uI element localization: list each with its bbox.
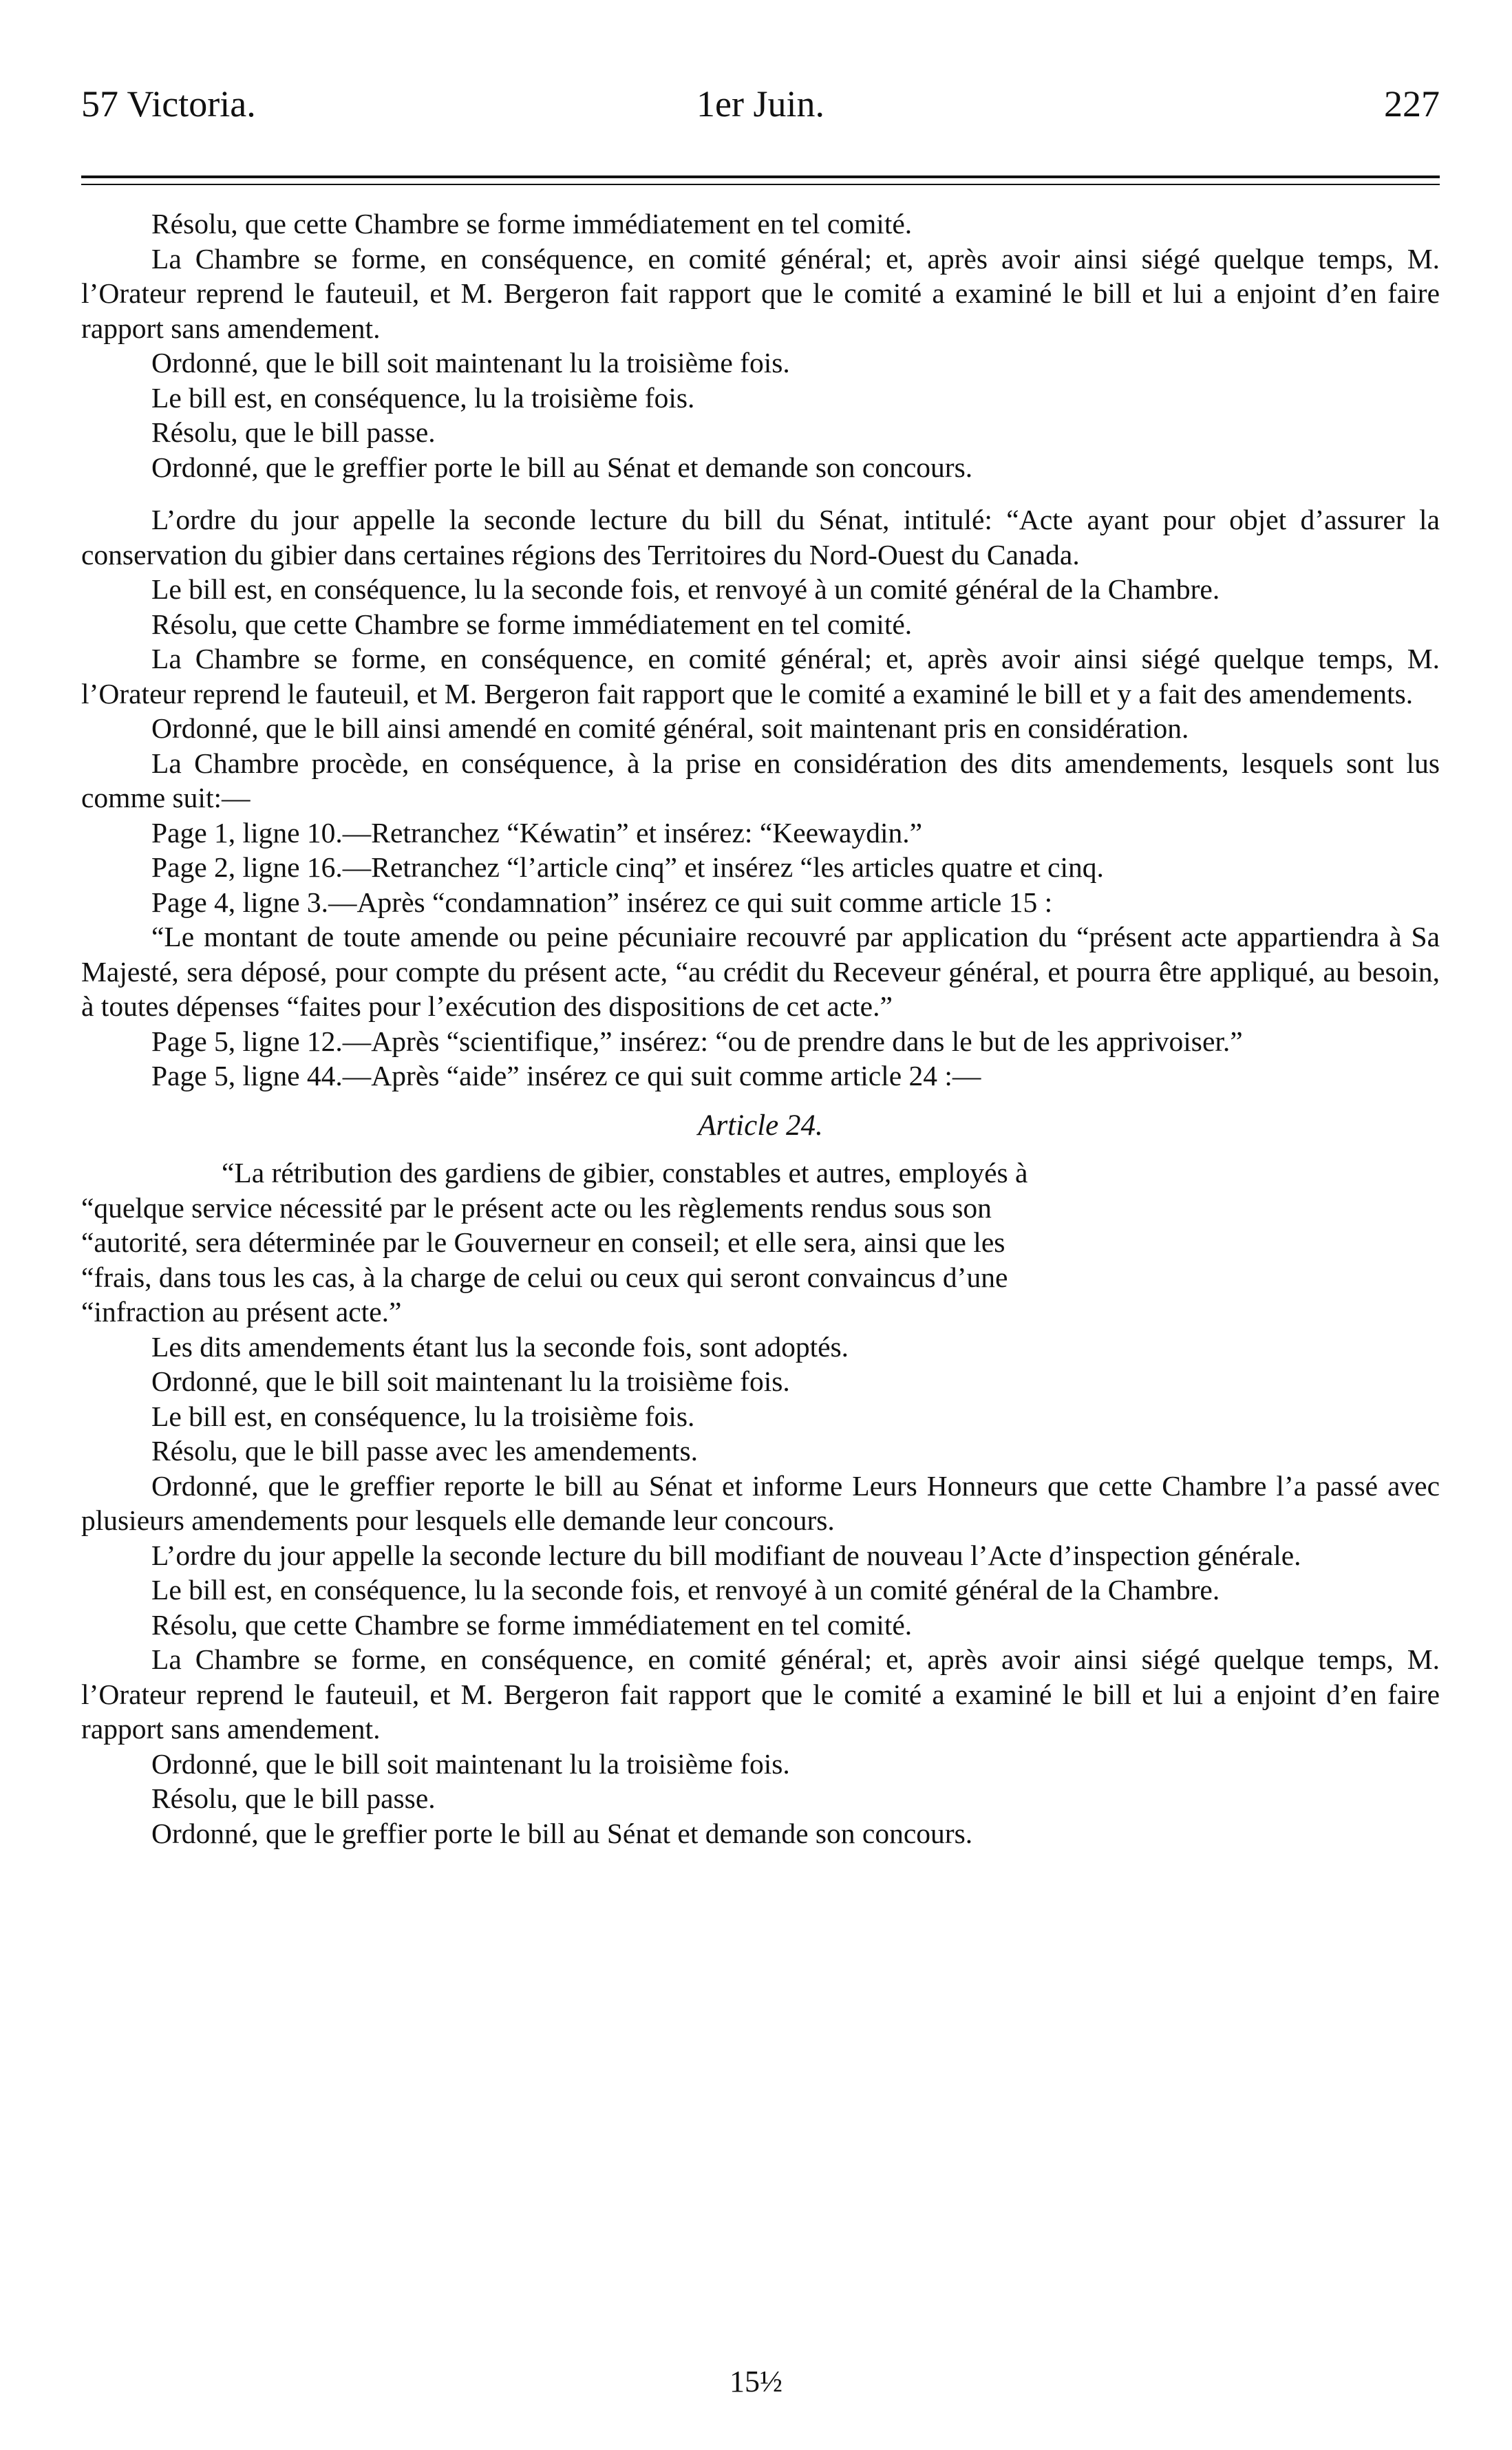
paragraph: Résolu, que cette Chambre se forme immédiatement en tel comité. — [151, 1608, 913, 1641]
paragraph: Ordonné, que le bill ainsi amendé en comité général, soit maintenant pris en considération. — [151, 712, 1189, 744]
paragraph: Ordonné, que le bill soit maintenant lu la troisième fois. — [151, 1747, 790, 1780]
paragraph: Le bill est, en conséquence, lu la troisième fois. — [151, 1400, 695, 1432]
paragraph: La Chambre se forme, en conséquence, en comité général; et, après avoir ainsi siégé quelque temps, M. l’Orateur reprend le fauteuil, et M. Bergeron fait rapport que le comité a examiné le bill et y a fait des amendements. — [81, 643, 1440, 710]
amendment-line: Page 2, ligne 16.—Retranchez “l’article cinq” et insérez “les articles quatre et cinq. — [151, 851, 1104, 883]
article-heading: Article 24. — [698, 1109, 823, 1142]
header-rule-thick — [81, 175, 1440, 178]
paragraph: Ordonné, que le bill soit maintenant lu la troisième fois. — [151, 1365, 790, 1397]
amendment-line: Page 4, ligne 3.—Après “condamnation” insérez ce qui suit comme article 15 : — [151, 886, 1053, 918]
paragraph: La Chambre procède, en conséquence, à la prise en considération des dits amendements, lesquels sont lus comme suit:— — [81, 747, 1440, 813]
paragraph: L’ordre du jour appelle la seconde lecture du bill du Sénat, intitulé: “Acte ayant pour objet d’assurer la conservation du gibier dans certaines régions des Territoires du Nord-Ouest du Canada. — [81, 504, 1440, 571]
paragraph: Ordonné, que le greffier porte le bill au Sénat et demande son concours. — [151, 451, 973, 483]
journal-body — [81, 206, 1440, 1851]
quoted-article-15: “Le montant de toute amende ou peine pécuniaire recouvré par application du “présent acte appartiendra à Sa Majesté, sera déposé, pour compte du présent acte, “au crédit du Receveur général, et pourra être appliqué, au besoin, à toutes dépenses “faites pour l’exécution des dispositions de cet acte.” — [81, 921, 1440, 1022]
amendment-line: Page 5, ligne 12.—Après “scientifique,” insérez: “ou de prendre dans le but de les apprivoiser.” — [151, 1025, 1243, 1057]
paragraph: Résolu, que le bill passe. — [151, 1782, 436, 1814]
paragraph: Ordonné, que le bill soit maintenant lu la troisième fois. — [151, 347, 790, 379]
paragraph: Le bill est, en conséquence, lu la troisième fois. — [151, 381, 695, 414]
article-quote-line: “infraction au présent acte.” — [81, 1296, 402, 1328]
paragraph: L’ordre du jour appelle la seconde lecture du bill modifiant de nouveau l’Acte d’inspection générale. — [151, 1539, 1301, 1571]
paragraph: Résolu, que le bill passe. — [151, 416, 436, 448]
header-date: 1er Juin. — [696, 83, 824, 125]
running-header — [81, 83, 1440, 138]
header-regnal-year: 57 Victoria. — [81, 83, 256, 125]
amendment-line: Page 5, ligne 44.—Après “aide” insérez ce qui suit comme article 24 :— — [151, 1060, 981, 1091]
paragraph: Les dits amendements étant lus la seconde fois, sont adoptés. — [151, 1330, 849, 1363]
article-quote-line: “frais, dans tous les cas, à la charge de celui ou ceux qui seront convaincus d’une — [81, 1261, 1008, 1293]
page-number: 227 — [1384, 83, 1440, 125]
article-quote-line: “quelque service nécessité par le présent acte ou les règlements rendus sous son — [81, 1191, 992, 1224]
paragraph: Résolu, que cette Chambre se forme immédiatement en tel comité. — [151, 608, 913, 640]
paragraph: Résolu, que cette Chambre se forme immédiatement en tel comité. — [151, 208, 913, 239]
article-quote-line: “autorité, sera déterminée par le Gouverneur en conseil; et elle sera, ainsi que les — [81, 1226, 1005, 1258]
paragraph: Ordonné, que le greffier porte le bill au Sénat et demande son concours. — [151, 1817, 973, 1849]
amendment-line: Page 1, ligne 10.—Retranchez “Kéwatin” et insérez: “Keewaydin.” — [151, 816, 923, 849]
paragraph: La Chambre se forme, en conséquence, en comité général; et, après avoir ainsi siégé quelque temps, M. l’Orateur reprend le fauteuil, et M. Bergeron fait rapport que le comité a examiné le bill et lui a enjoint d’en faire rapport sans amendement. — [81, 1643, 1440, 1745]
paragraph: Ordonné, que le greffier reporte le bill au Sénat et informe Leurs Honneurs que cette Chambre l’a passé avec plusieurs amendements pour lesquels elle demande leur concours. — [81, 1469, 1440, 1536]
paragraph: Le bill est, en conséquence, lu la seconde fois, et renvoyé à un comité général de la Chambre. — [151, 573, 1220, 605]
article-quote-line: “La rétribution des gardiens de gibier, constables et autres, employés à — [222, 1157, 1028, 1189]
paragraph: La Chambre se forme, en conséquence, en comité général; et, après avoir ainsi siégé quelque temps, M. l’Orateur reprend le fauteuil, et M. Bergeron fait rapport que le comité a examiné le bill et lui a enjoint d’en faire rapport sans amendement. — [81, 242, 1440, 344]
signature-folio: 15½ — [730, 2365, 782, 2398]
paragraph: Résolu, que le bill passe avec les amendements. — [151, 1435, 699, 1467]
header-rule-thin — [81, 184, 1440, 185]
paragraph: Le bill est, en conséquence, lu la seconde fois, et renvoyé à un comité général de la Chambre. — [151, 1574, 1220, 1606]
